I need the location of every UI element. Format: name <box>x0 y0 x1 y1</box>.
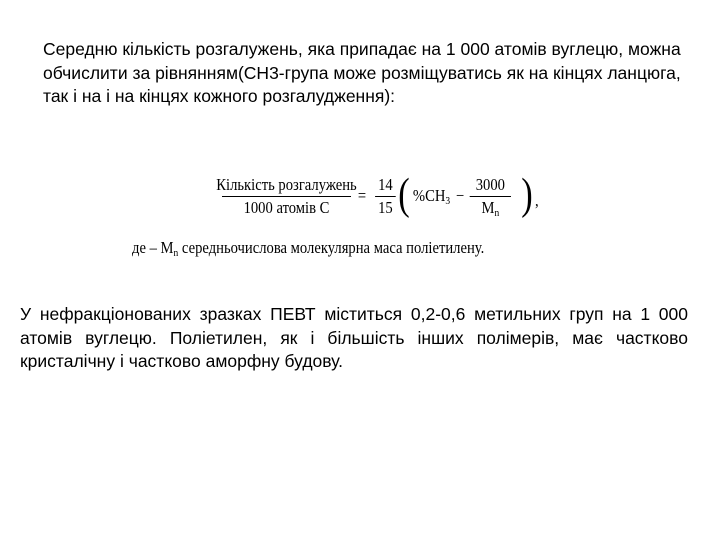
minus-sign: − <box>455 186 465 205</box>
coefficient-fraction <box>375 175 396 218</box>
body-paragraph: У нефракціонованих зразках ПЕВТ міститься 0,2-0,6 метильних груп на 1 000 атомів вуглецю. Поліетилен, як і більшість інших полімерів, має частково кристалічну і частково аморфну будову. <box>20 304 688 371</box>
formula-comma: , <box>535 191 539 210</box>
lhs-numerator: Кількість розгалужень <box>216 175 357 194</box>
percent-ch-text: %CH <box>412 186 446 205</box>
fraction-bar <box>375 196 396 197</box>
close-parenthesis: ) <box>521 168 533 219</box>
mn-subscript: n <box>494 207 500 219</box>
fraction-bar <box>222 196 351 197</box>
rhs-numerator: 3000 <box>475 175 505 194</box>
where-definition <box>132 238 484 258</box>
intro-paragraph: Середню кількість розгалужень, яка припадає на 1 000 атомів вуглецю, можна обчислити за рівнянням(СН3-група може розміщуватись як на кінцях ланцюга, так і на і на кінцях кожного розгалудження): <box>43 39 681 106</box>
where-rest: середньочислова молекулярна маса поліетилену. <box>178 238 485 257</box>
where-prefix: де – M <box>132 238 174 257</box>
equals-sign: = <box>357 186 367 205</box>
lhs-fraction <box>216 175 357 218</box>
branching-formula <box>216 168 539 225</box>
ch3-subscript: 3 <box>445 195 451 207</box>
rhs-denominator <box>481 198 499 218</box>
coef-denominator: 15 <box>378 198 393 217</box>
lhs-denominator: 1000 атомів С <box>243 198 330 217</box>
percent-ch3 <box>413 186 450 206</box>
mn-symbol: M <box>481 198 495 217</box>
where-subscript: n <box>173 247 179 259</box>
open-parenthesis: ( <box>398 168 410 219</box>
rhs-fraction <box>470 175 511 218</box>
coef-numerator: 14 <box>378 175 393 194</box>
fraction-bar <box>470 196 511 197</box>
